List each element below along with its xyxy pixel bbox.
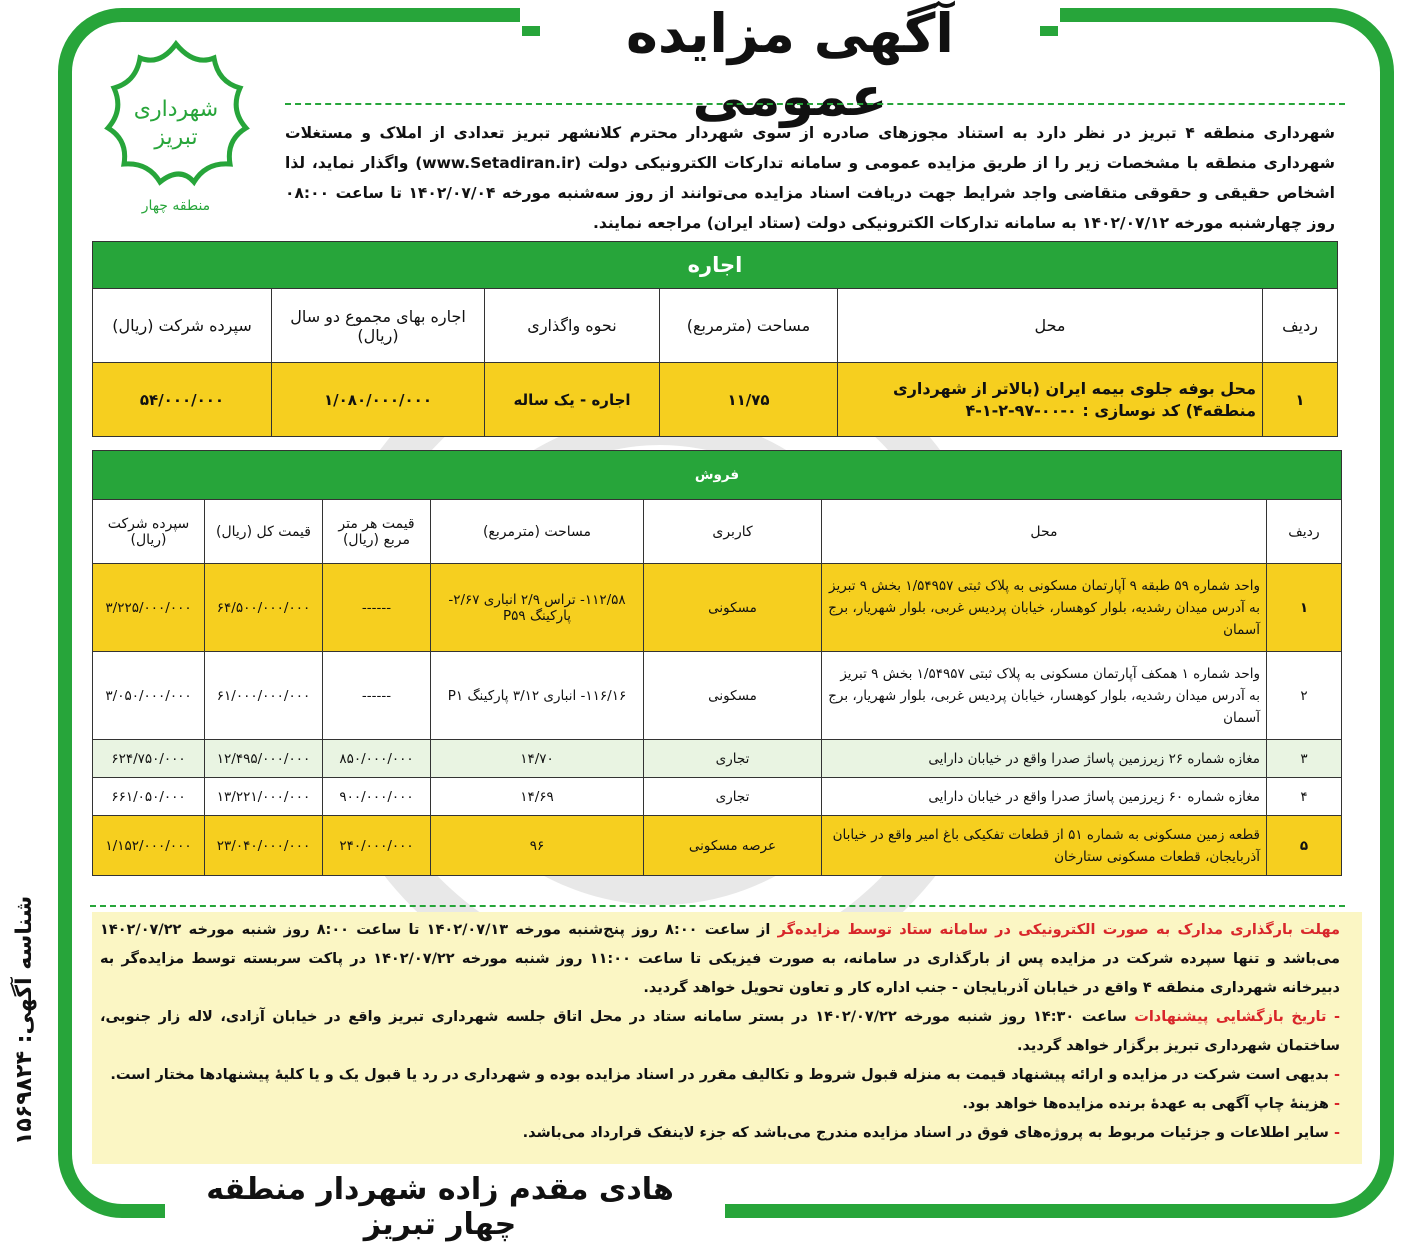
note-text: بدیهی است شرکت در مزایده و ارائه پیشنهاد قیمت به منزله قبول شروط و تکالیف مقرر در اسناد مزایده بوده و شهرداری در رد یا قبول یک و یا کلیهٔ پیشنهادها مختار است.	[110, 1067, 1329, 1083]
sale-row	[93, 778, 1342, 816]
sale-cell-deposit: ۱/۱۵۲/۰۰۰/۰۰۰	[93, 816, 205, 876]
sale-cell-unit-price: ------	[323, 564, 431, 652]
ad-id-label: شناسه آگهی: ۱۵۶۹۸۲۴	[12, 895, 37, 1145]
rent-table	[92, 241, 1338, 437]
rent-section-title: اجاره	[93, 242, 1338, 289]
sale-cell-no: ۲	[1267, 652, 1342, 740]
sale-header-cell: محل	[822, 500, 1267, 564]
bullet-dash: -	[1333, 1125, 1340, 1141]
note-upload	[100, 916, 1340, 1003]
notes-text	[100, 916, 1340, 1148]
sale-row	[93, 564, 1342, 652]
rent-header-cell: محل	[838, 289, 1263, 363]
sale-header-cell: قیمت کل (ریال)	[205, 500, 323, 564]
dashed-divider-top	[285, 103, 1345, 105]
sale-cell-area: ۱۴/۷۰	[431, 740, 644, 778]
rent-cell-total: ۱/۰۸۰/۰۰۰/۰۰۰	[272, 363, 485, 437]
sale-cell-area: ۱۱۲/۵۸- تراس ۲/۹ انباری ۲/۶۷- پارکینگ P۵۹	[431, 564, 644, 652]
sale-cell-usage: مسکونی	[644, 652, 822, 740]
rent-header-cell: اجاره بهای مجموع دو سال (ریال)	[272, 289, 485, 363]
sale-header-cell: کاربری	[644, 500, 822, 564]
title-bar-right	[1040, 26, 1058, 36]
dashed-divider-bottom	[90, 905, 1345, 907]
sale-cell-total: ۶۱/۰۰۰/۰۰۰/۰۰۰	[205, 652, 323, 740]
sale-cell-location: مغازه شماره ۲۶ زیرزمین پاساژ صدرا واقع در خیابان دارایی	[822, 740, 1267, 778]
sale-section-title: فروش	[93, 451, 1342, 500]
sale-header-cell: ردیف	[1267, 500, 1342, 564]
sale-cell-total: ۱۳/۲۲۱/۰۰۰/۰۰۰	[205, 778, 323, 816]
note-bullet	[100, 1090, 1340, 1119]
sale-cell-no: ۱	[1267, 564, 1342, 652]
rent-cell-method: اجاره - یک ساله	[485, 363, 660, 437]
sale-cell-area: ۱۱۶/۱۶- انباری ۳/۱۲ پارکینگ P۱	[431, 652, 644, 740]
page-title: آگهی مزایده عمومی	[626, 2, 954, 128]
sale-cell-no: ۴	[1267, 778, 1342, 816]
sale-cell-deposit: ۶۶۱/۰۵۰/۰۰۰	[93, 778, 205, 816]
rent-cell-area: ۱۱/۷۵	[660, 363, 838, 437]
rent-cell-no: ۱	[1263, 363, 1338, 437]
sale-cell-location: واحد شماره ۱ همکف آپارتمان مسکونی به پلاک ثبتی ۱/۵۴۹۵۷ بخش ۹ تبریز به آدرس میدان رشدیه، بلوار کوهسار، خیابان پردیس غربی، بلوار شهریار، برج آسمان	[822, 652, 1267, 740]
rent-header-cell: مساحت (مترمربع)	[660, 289, 838, 363]
note-opening	[100, 1003, 1340, 1061]
sale-cell-unit-price: ۸۵۰/۰۰۰/۰۰۰	[323, 740, 431, 778]
sale-row	[93, 740, 1342, 778]
rent-row	[93, 363, 1338, 437]
note-upload-text: از ساعت ۸:۰۰ روز پنج‌شنبه مورخه ۱۴۰۲/۰۷/۱۳ تا ساعت ۸:۰۰ روز شنبه مورخه ۱۴۰۲/۰۷/۲۲ می‌باشد و تنها سپرده شرکت در مزایده پس از بارگذاری در سامانه، به صورت فیزیکی تا ساعت ۱۱:۰۰ روز شنبه مورخه ۱۴۰۲/۰۷/۲۲ در پاکت سربسته توسط مزایده‌گر به دبیرخانه شهرداری منطقه ۴ واقع در خیابان آذربایجان - جنب اداره کار و تعاون تحویل خواهد گردید.	[100, 922, 1340, 996]
sale-cell-no: ۵	[1267, 816, 1342, 876]
sale-header-cell: مساحت (مترمربع)	[431, 500, 644, 564]
sale-cell-deposit: ۶۲۴/۷۵۰/۰۰۰	[93, 740, 205, 778]
sale-cell-area: ۱۴/۶۹	[431, 778, 644, 816]
bullet-dash: -	[1333, 1096, 1340, 1112]
sale-row	[93, 652, 1342, 740]
signature: هادی مقدم زاده شهردار منطقه چهار تبریز	[206, 1172, 674, 1242]
sale-cell-total: ۱۲/۴۹۵/۰۰۰/۰۰۰	[205, 740, 323, 778]
note-text: هزینهٔ چاپ آگهی به عهدهٔ برنده مزایده‌ها خواهد بود.	[962, 1096, 1329, 1112]
sale-cell-usage: عرصه مسکونی	[644, 816, 822, 876]
bullet-dash: -	[1333, 1067, 1340, 1083]
note-upload-red: مهلت بارگذاری مدارک به صورت الکترونیکی در سامانه ستاد توسط مزایده‌گر	[777, 922, 1340, 938]
title-bar-left	[522, 26, 540, 36]
sale-header-cell: سپرده شرکت (ریال)	[93, 500, 205, 564]
sale-cell-no: ۳	[1267, 740, 1342, 778]
sale-cell-location: واحد شماره ۵۹ طبقه ۹ آپارتمان مسکونی به پلاک ثبتی ۱/۵۴۹۵۷ بخش ۹ تبریز به آدرس میدان رشدیه، بلوار کوهسار، خیابان پردیس غربی، بلوار شهریار، برج آسمان	[822, 564, 1267, 652]
sale-row	[93, 816, 1342, 876]
note-text: سایر اطلاعات و جزئیات مربوط به پروژه‌های فوق در اسناد مزایده مندرج می‌باشد که جزء لاینفک قرارداد می‌باشد.	[522, 1125, 1329, 1141]
sale-cell-deposit: ۳/۲۲۵/۰۰۰/۰۰۰	[93, 564, 205, 652]
sale-cell-usage: تجاری	[644, 740, 822, 778]
sale-cell-total: ۲۳/۰۴۰/۰۰۰/۰۰۰	[205, 816, 323, 876]
sale-cell-usage: تجاری	[644, 778, 822, 816]
intro-paragraph: شهرداری منطقه ۴ تبریز در نظر دارد به استناد مجوزهای صادره از سوی شهردار محترم کلانشهر تبریز تعدادی از املاک و مستغلات شهرداری منطقه با مشخصات زیر را از طریق مزایده عمومی و سامانه تدارکات الکترونیکی دولت (www.Setadiran.ir) واگذار نماید، لذا اشخاص حقیقی و حقوقی متقاضی واجد شرایط جهت دریافت اسناد مزایده می‌توانند از روز سه‌شنبه مورخه ۱۴۰۲/۰۷/۰۴ تا ساعت ۰۸:۰۰ روز چهارشنبه مورخه ۱۴۰۲/۰۷/۱۲ به سامانه تدارکات الکترونیکی دولت (ستاد ایران) مراجعه نمایند.	[285, 124, 1336, 232]
sale-cell-deposit: ۳/۰۵۰/۰۰۰/۰۰۰	[93, 652, 205, 740]
rent-header-cell: سپرده شرکت (ریال)	[93, 289, 272, 363]
rent-cell-deposit: ۵۴/۰۰۰/۰۰۰	[93, 363, 272, 437]
rent-cell-location: محل بوفه جلوی بیمه ایران (بالاتر از شهرداری منطقه۴) کد نوسازی : ۰-۰۰-۹۷-۲-۱-۴	[838, 363, 1263, 437]
sale-cell-location: قطعه زمین مسکونی به شماره ۵۱ از قطعات تفکیکی باغ امیر واقع در خیابان آذربایجان، قطعات مسکونی ستارخان	[822, 816, 1267, 876]
sale-cell-location: مغازه شماره ۶۰ زیرزمین پاساژ صدرا واقع در خیابان دارایی	[822, 778, 1267, 816]
sale-cell-unit-price: ۹۰۰/۰۰۰/۰۰۰	[323, 778, 431, 816]
sale-table	[92, 450, 1342, 876]
logo-text-top: شهرداری	[133, 97, 219, 122]
sale-cell-area: ۹۶	[431, 816, 644, 876]
sale-header-cell: قیمت هر متر مربع (ریال)	[323, 500, 431, 564]
note-bullet	[100, 1061, 1340, 1090]
sale-cell-total: ۶۴/۵۰۰/۰۰۰/۰۰۰	[205, 564, 323, 652]
rent-header-cell: ردیف	[1263, 289, 1338, 363]
sale-cell-usage: مسکونی	[644, 564, 822, 652]
note-opening-text: ساعت ۱۴:۳۰ روز شنبه مورخه ۱۴۰۲/۰۷/۲۲ در بستر سامانه ستاد در محل اتاق جلسه شهرداری تبریز واقع در خیابان آزادی، لاله زار جنوبی، ساختمان شهرداری تبریز برگزار خواهد گردید.	[100, 1009, 1340, 1054]
sale-cell-unit-price: ------	[323, 652, 431, 740]
note-opening-red: - تاریخ بازگشایی پیشنهادات	[1134, 1009, 1340, 1025]
rent-header-cell: نحوه واگذاری	[485, 289, 660, 363]
sale-cell-unit-price: ۲۴۰/۰۰۰/۰۰۰	[323, 816, 431, 876]
note-bullet	[100, 1119, 1340, 1148]
logo-caption: منطقه چهار	[141, 198, 211, 214]
logo-text-bottom: تبریز	[154, 125, 198, 150]
